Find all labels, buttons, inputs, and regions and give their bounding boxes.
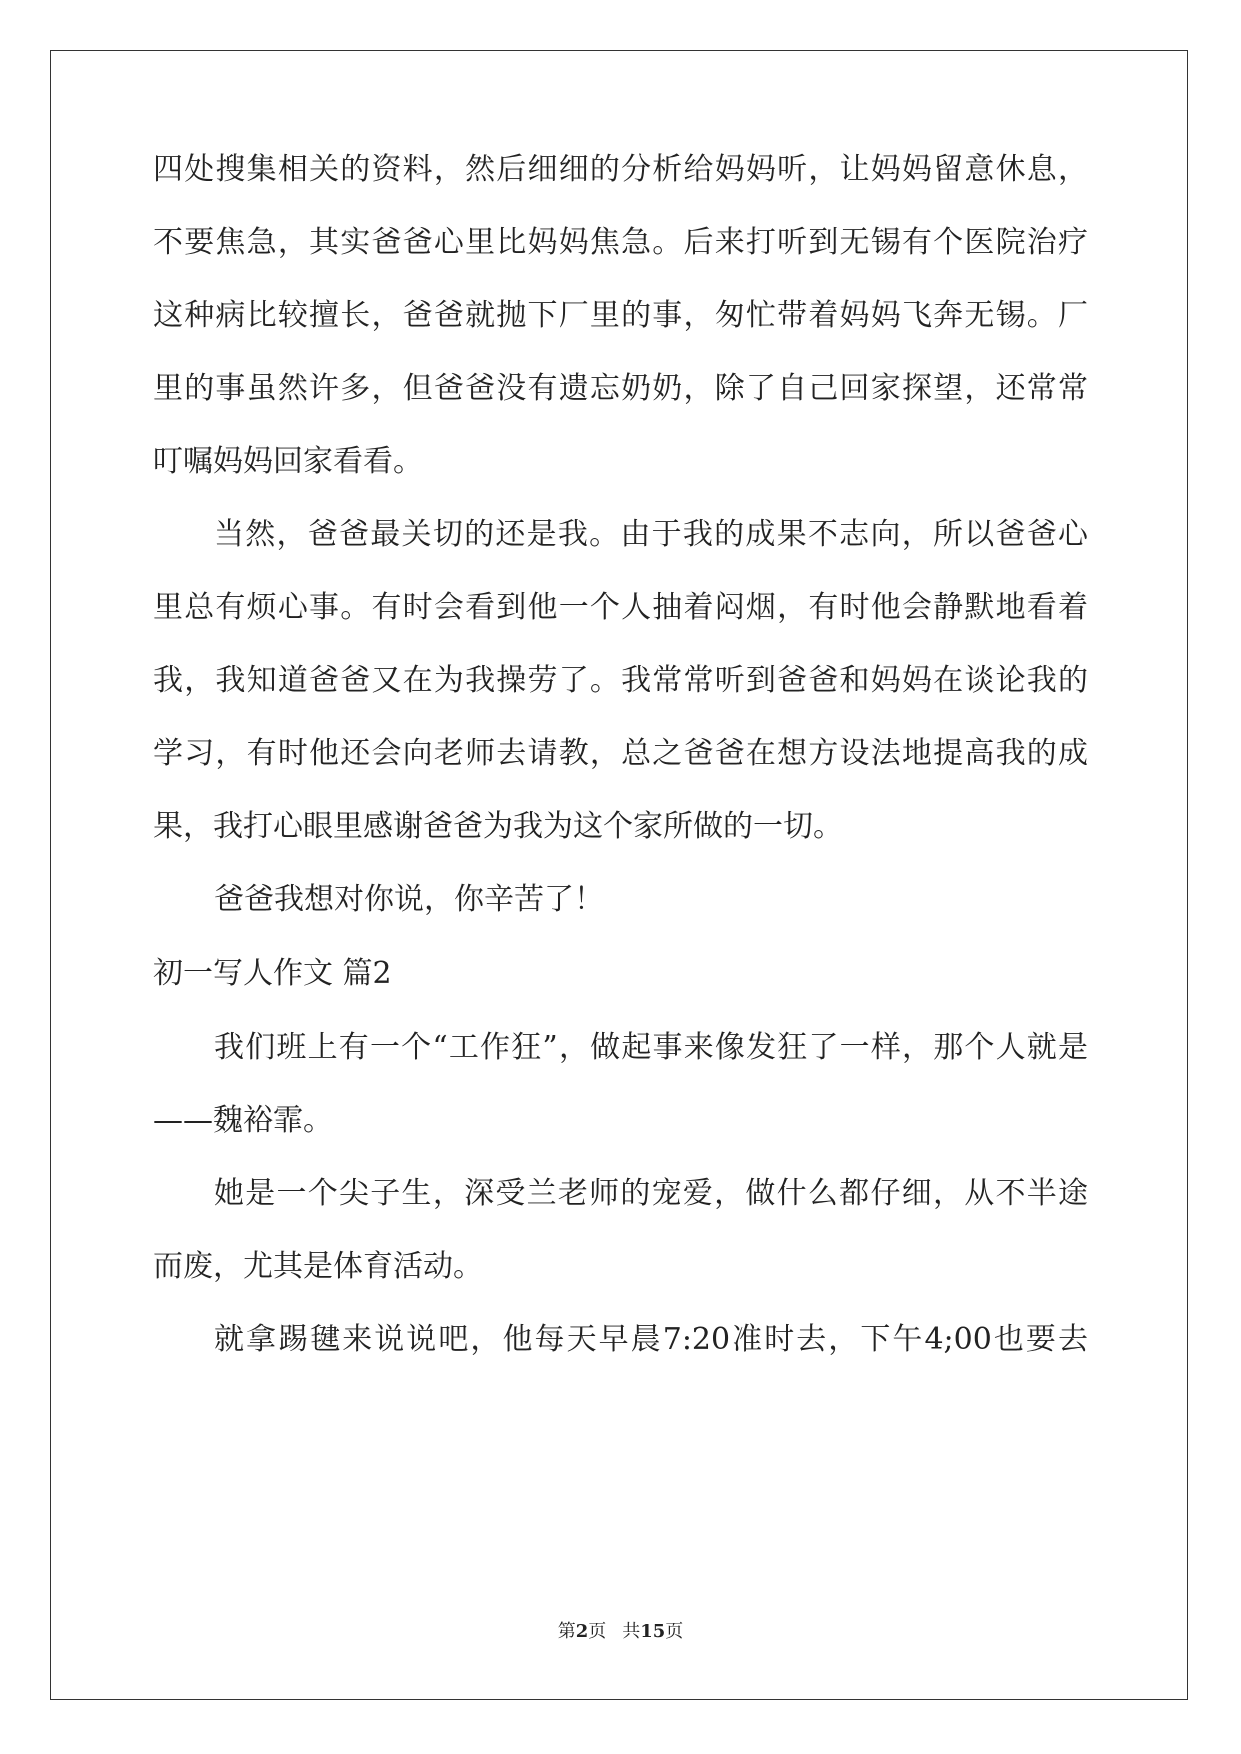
footer-prefix: 第 xyxy=(557,1621,576,1642)
text-line: 果，我打心眼里感谢爸爸为我为这个家所做的一切。 xyxy=(153,809,843,844)
text-line: 四处搜集相关的资料，然后细细的分析给妈妈听，让妈妈留意休息， xyxy=(153,152,1088,187)
footer-total-suffix: 页 xyxy=(665,1621,684,1642)
page-footer xyxy=(0,1620,1241,1644)
text-line: 而废，尤其是体育活动。 xyxy=(153,1249,483,1284)
page-total: 15 xyxy=(640,1621,666,1642)
text-line: 爸爸我想对你说，你辛苦了！ xyxy=(214,882,604,917)
footer-page-suffix: 页 xyxy=(588,1621,607,1642)
text-line: 就拿踢毽来说说吧，他每天早晨7:20准时去，下午4;00也要去 xyxy=(214,1322,1088,1357)
text-line: 里的事虽然许多，但爸爸没有遗忘奶奶，除了自己回家探望，还常常 xyxy=(153,371,1088,406)
section-heading: 初一写人作文 篇2 xyxy=(153,956,392,991)
footer-total-prefix: 共 xyxy=(622,1621,641,1642)
text-line: 学习，有时他还会向老师去请教，总之爸爸在想方设法地提高我的成 xyxy=(153,736,1088,771)
text-line: 里总有烦心事。有时会看到他一个人抽着闷烟，有时他会静默地看着 xyxy=(153,590,1088,625)
page-number: 2 xyxy=(575,1621,589,1642)
text-line: 不要焦急，其实爸爸心里比妈妈焦急。后来打听到无锡有个医院治疗 xyxy=(153,225,1088,260)
text-line: 这种病比较擅长，爸爸就抛下厂里的事，匆忙带着妈妈飞奔无锡。厂 xyxy=(153,298,1088,333)
text-line: 她是一个尖子生，深受兰老师的宠爱，做什么都仔细，从不半途 xyxy=(214,1176,1088,1211)
text-line: ——魏裕霏。 xyxy=(153,1103,333,1138)
text-line: 我，我知道爸爸又在为我操劳了。我常常听到爸爸和妈妈在谈论我的 xyxy=(153,663,1088,698)
text-line: 叮嘱妈妈回家看看。 xyxy=(153,444,423,479)
text-line: 我们班上有一个“工作狂”，做起事来像发狂了一样，那个人就是 xyxy=(214,1030,1088,1065)
text-line: 当然，爸爸最关切的还是我。由于我的成果不志向，所以爸爸心 xyxy=(214,517,1088,552)
